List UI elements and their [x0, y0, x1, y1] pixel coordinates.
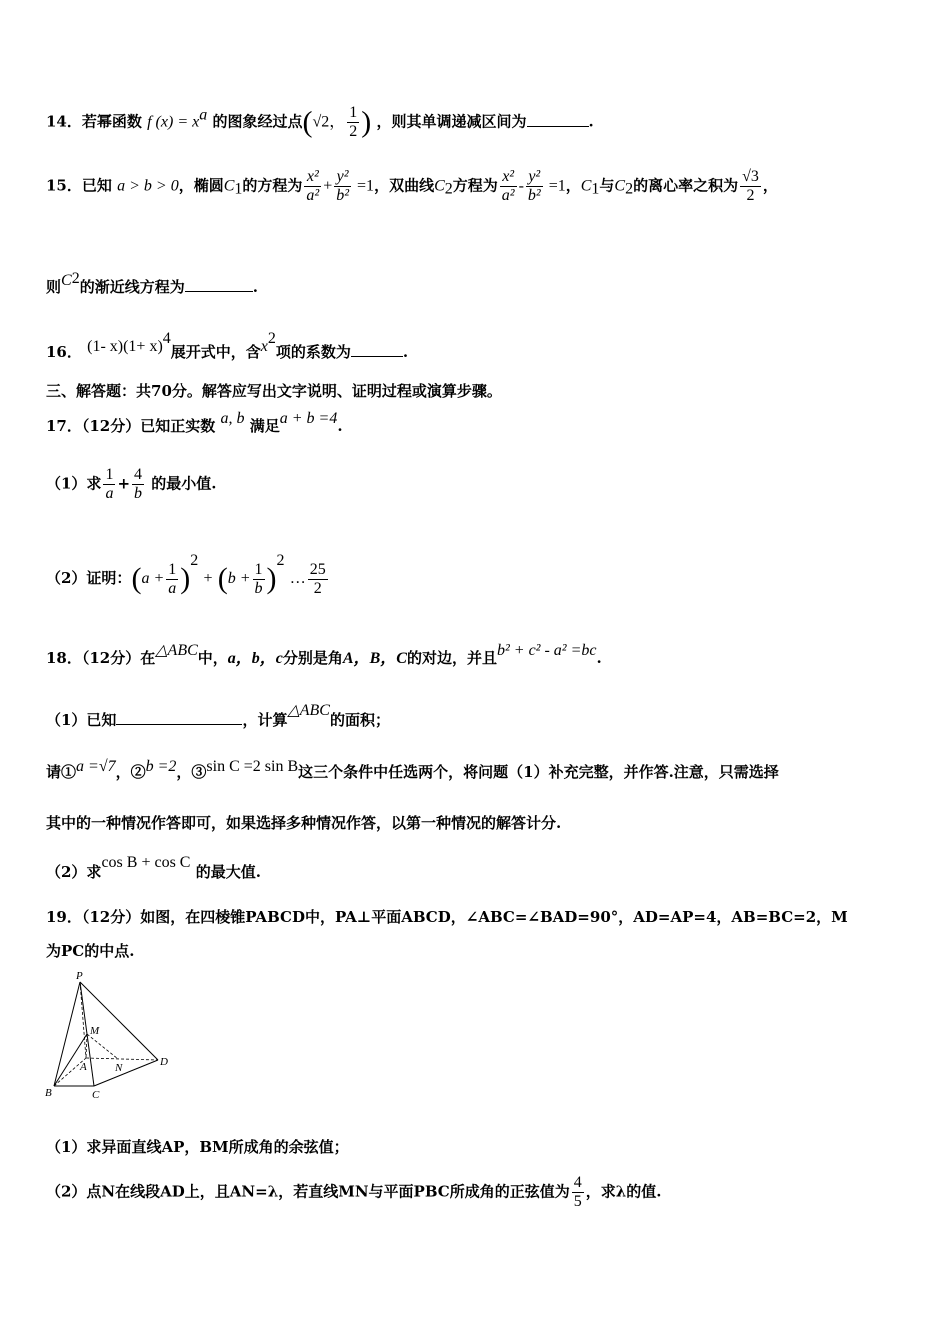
q16-end: .: [402, 343, 409, 361]
q16-prefix: 16．: [46, 343, 82, 361]
q15-text: 的方程为: [242, 176, 303, 195]
q18-angles: A，B，C: [342, 650, 407, 667]
q15-text: 的离心率之积为: [633, 176, 739, 195]
q15-text: ，: [565, 176, 581, 195]
q14-point-y: $\frac{1}{2}$: [349, 104, 358, 140]
q15-text: ，双曲线: [374, 176, 435, 195]
q15-text: ，椭圆: [178, 176, 224, 195]
q17-p1-plus: +: [117, 474, 131, 493]
q15-eq1: =1: [353, 177, 375, 195]
q14-func: f (x) = x: [147, 113, 200, 131]
question-18-part-1: [46, 700, 390, 730]
q17-end: .: [337, 417, 343, 435]
q15-c2: C: [434, 177, 445, 195]
q16-text: 展开式中，含: [170, 343, 261, 361]
question-17-part-1: [46, 466, 216, 503]
q14-suffix: ，则其单调递减区间为: [376, 112, 527, 131]
label-N: N: [115, 1062, 123, 1074]
q17-prefix: 17．（12分）已知正实数: [46, 417, 216, 435]
q17-p1-frac1: $\frac{1}{a}$: [105, 466, 114, 502]
q17-p2-rhs: $\frac{25}{2}$: [309, 560, 326, 597]
q17-p2-frac2: $\frac{1}{b}$: [254, 560, 263, 597]
label-D: D: [160, 1056, 168, 1068]
q15-text: 方程为: [452, 176, 498, 195]
label-B: B: [45, 1087, 52, 1099]
q15-product: $\frac{√3}{2}$: [742, 168, 759, 204]
q16-exp: 4: [162, 330, 171, 347]
q15-text: ，: [762, 176, 778, 195]
answer-blank: [185, 277, 253, 292]
q15-hyper-y: $\frac{\text{y²}}{\text{b²}}$: [527, 168, 541, 204]
question-17: [46, 410, 343, 436]
q16-expr: (1- x)(1+ x): [87, 338, 163, 355]
q18-cond3: sin C =2 sin B: [206, 758, 299, 775]
question-17-part-2: （2）证明：(a + $\frac{1}{a}$ )2 + (b + $\frac{1}{b}$ )2 … $\frac{25}{2}$: [46, 552, 326, 597]
q18-p1-text: ，计算: [242, 711, 288, 729]
q16-term: x: [260, 338, 268, 355]
answer-blank: [527, 112, 589, 127]
q17-p2-a: a +: [141, 570, 165, 587]
q18-text: 中，: [197, 649, 228, 667]
q15-eq2: =1: [544, 177, 566, 195]
q15-ellipse-y: $\frac{\text{y²}}{\text{b²}}$: [336, 168, 350, 204]
q18-cond2: b =2: [145, 758, 177, 775]
q17-p2-plus: +: [203, 570, 213, 587]
q17-p2-sq1: 2: [190, 552, 199, 569]
q18-p2-suffix: 的最大值.: [195, 863, 261, 881]
q19-p2-prefix: （2）点N在线段AD上，且AN=λ，若直线MN与平面PBC所成角的正弦值为: [46, 1182, 570, 1201]
q19-p2-frac: $\frac{4}{5}$: [573, 1174, 582, 1210]
question-15: [46, 168, 778, 205]
q15-c1b: C: [580, 177, 592, 195]
q17-p2-ge: …: [289, 570, 306, 587]
q14-point-sep: ，: [329, 113, 346, 131]
question-14: 14．若幂函数 f (x) = xa 的图象经过点(√2， $\frac{1}{2}$ ) ，则其单调递减区间为 .: [46, 104, 594, 140]
q17-p2-prefix: （2）证明：: [46, 569, 132, 587]
q17-p2-sq2: 2: [276, 552, 285, 569]
section-3-title: 三、解答题：共70分。解答应写出文字说明、证明过程或演算步骤。: [46, 382, 502, 400]
q14-mid: 的图象经过点: [212, 112, 303, 131]
label-A: A: [80, 1061, 87, 1073]
q18-p1-prefix: （1）已知: [46, 711, 117, 729]
q15-line2-text: 的渐近线方程为: [79, 278, 185, 296]
question-18-conditions: [46, 758, 779, 782]
q18-cond-text: 这三个条件中任选两个，将问题（1）补充完整，并作答.注意，只需选择: [298, 763, 779, 781]
q15-c2-sub: 2: [444, 180, 453, 198]
question-15-line2: [46, 270, 258, 297]
q18-cond1: a =√7: [76, 758, 116, 775]
q17-p1-suffix: 的最小值.: [151, 474, 217, 493]
q15-c1-sub: 1: [234, 180, 243, 198]
q15-line2-prefix: 则: [46, 278, 62, 296]
q15-c1: C: [223, 177, 235, 195]
q19-p1: （1）求异面直线AP，BM所成角的余弦值；: [46, 1138, 349, 1156]
q18-p1-end: 的面积；: [329, 711, 390, 729]
q18-abc: a，b，c: [227, 650, 283, 667]
q18-relation: b² + c² - a² =bc: [496, 642, 597, 659]
label-M: M: [90, 1025, 100, 1037]
question-19-part-1: [46, 1136, 349, 1157]
q17-cond: a + b =4: [279, 410, 338, 427]
q17-p1-prefix: （1）求: [46, 474, 102, 493]
q15-c2b: C: [614, 177, 626, 195]
q14-func-exp: a: [199, 106, 208, 124]
q18-p2-prefix: （2）求: [46, 863, 102, 881]
q18-text: 的对边，并且: [406, 649, 497, 667]
question-18-conditions-line2: [46, 812, 561, 833]
q18-cond-sep3: ，③: [176, 763, 207, 781]
q16-text: 项的系数为: [275, 343, 351, 361]
q14-end: .: [588, 112, 594, 131]
q15-line2-c: C: [61, 272, 72, 289]
q18-text: 分别是角: [282, 649, 343, 667]
q18-p2-expr: cos B + cos C: [101, 854, 191, 871]
question-18-part-2: [46, 854, 261, 882]
q15-cond: a > b > 0: [117, 177, 179, 195]
q19-line1: 19．（12分）如图，在四棱锥PABCD中，PA⊥平面ABCD，∠ABC=∠BAD=90°，AD=AP=4，AB=BC=2，M: [46, 908, 848, 926]
question-18: [46, 640, 602, 668]
q17-p2-b: b +: [227, 570, 251, 587]
pyramid-figure: [44, 968, 184, 1104]
q15-minus: -: [518, 177, 524, 195]
answer-blank: [351, 342, 403, 357]
q15-hyper-x: $\frac{\text{x²}}{\text{a²}}$: [501, 168, 515, 204]
q16-term-exp: 2: [267, 330, 276, 347]
q15-text: 与: [599, 176, 615, 195]
label-C: C: [92, 1089, 100, 1101]
q15-c2b-sub: 2: [625, 180, 634, 198]
q15-line2-end: .: [252, 278, 258, 296]
q15-plus: +: [323, 177, 333, 195]
q15-prefix: 15．已知: [46, 176, 112, 195]
q18-end: .: [596, 649, 602, 667]
q17-p2-frac1: $\frac{1}{a}$: [168, 560, 177, 597]
q17-text: 满足: [249, 417, 280, 435]
q18-prefix: 18．（12分）在: [46, 649, 156, 667]
label-P: P: [76, 970, 83, 982]
q15-ellipse-x: $\frac{\text{x²}}{\text{a²}}$: [306, 168, 320, 204]
q18-cond-prefix: 请①: [46, 763, 77, 781]
question-19: [46, 906, 848, 927]
question-16: [46, 330, 408, 362]
q18-p1-tri: △ABC: [287, 702, 330, 719]
answer-blank: [116, 710, 242, 725]
question-19-part-2: [46, 1174, 661, 1211]
q18-tri: △ABC: [155, 642, 198, 659]
q17-vars: a, b: [220, 410, 245, 427]
q19-p2-suffix: ，求λ的值.: [585, 1182, 662, 1201]
q15-line2-sub: 2: [71, 270, 80, 287]
section-heading: [46, 380, 502, 401]
q17-p1-frac2: $\frac{4}{b}$: [134, 466, 143, 502]
question-19-line2: [46, 940, 134, 961]
q18-cond-line2: 其中的一种情况作答即可，如果选择多种情况作答，以第一种情况的解答计分.: [46, 814, 562, 832]
q18-cond-sep2: ，②: [115, 763, 146, 781]
q15-c1b-sub: 1: [591, 180, 600, 198]
q19-line2: 为PC的中点.: [46, 942, 135, 960]
q14-prefix: 14．若幂函数: [46, 112, 142, 131]
q14-point-x: √2: [312, 113, 330, 131]
